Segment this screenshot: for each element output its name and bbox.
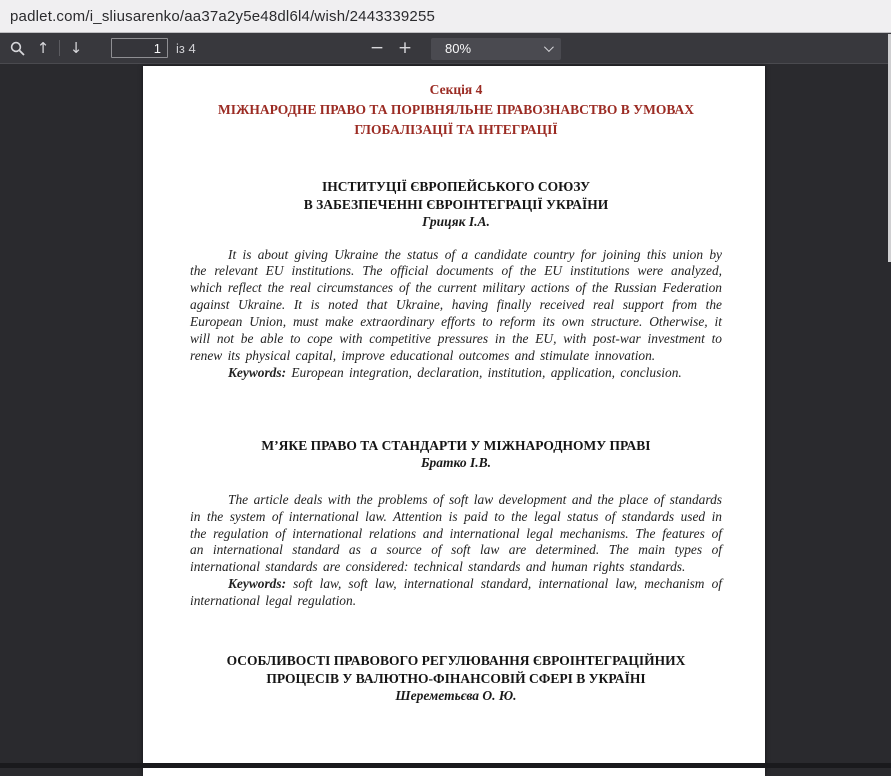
zoom-controls [363, 33, 561, 64]
article-2-heading [190, 437, 722, 472]
page-number-input[interactable] [111, 38, 168, 58]
zoom-out-button[interactable] [363, 36, 391, 62]
pdf-page [143, 66, 765, 776]
arrow-down-icon: ↓ [70, 41, 83, 56]
article-3-author: Шереметьєва О. Ю. [190, 687, 722, 705]
page-count-label: із 4 [176, 41, 196, 56]
browser-url-bar[interactable] [0, 0, 891, 33]
article-1-title-line1: ІНСТИТУЦІЇ ЄВРОПЕЙСЬКОГО СОЮЗУ [190, 178, 722, 196]
bottom-edge-strip [0, 763, 891, 768]
article-2-author: Братко І.В. [190, 454, 722, 472]
magnifier-glyph [10, 41, 25, 56]
article-2-keywords [190, 576, 722, 610]
search-icon[interactable] [4, 35, 30, 61]
section-header [190, 80, 722, 140]
article-1-title-line2: В ЗАБЕЗПЕЧЕННІ ЄВРОІНТЕГРАЦІЇ УКРАЇНИ [190, 196, 722, 214]
section-title-line2: ГЛОБАЛІЗАЦІЇ ТА ІНТЕГРАЦІЇ [190, 120, 722, 140]
article-1-author: Грицяк І.А. [190, 213, 722, 231]
keywords-label: Keywords: [228, 365, 286, 380]
previous-page-button[interactable] [30, 35, 56, 61]
zoom-level-select[interactable] [431, 38, 561, 60]
zoom-level-value: 80% [445, 41, 471, 56]
article-3-title-line2: ПРОЦЕСІВ У ВАЛЮТНО-ФІНАНСОВІЙ СФЕРІ В УКРАЇНІ [190, 670, 722, 688]
pdf-viewer-area [0, 65, 891, 768]
minus-icon: − [370, 40, 384, 57]
keywords-text: European integration, declaration, institution, application, conclusion. [286, 365, 682, 380]
pdf-toolbar [0, 33, 891, 64]
plus-icon: + [398, 40, 412, 57]
toolbar-separator [59, 40, 60, 56]
chevron-down-icon [544, 42, 554, 52]
keywords-text: soft law, soft law, international standard, international law, mechanism of international legal regulation. [190, 576, 722, 608]
article-3-heading [190, 652, 722, 705]
section-label: Секція 4 [190, 80, 722, 100]
zoom-in-button[interactable] [391, 36, 419, 62]
article-2-title-line1: М’ЯКЕ ПРАВО ТА СТАНДАРТИ У МІЖНАРОДНОМУ ПРАВІ [190, 437, 722, 455]
article-2-abstract: The article deals with the problems of soft law development and the place of standards in the system of international law. Attention is paid to the legal status of standards used in the regulation of international relations and international legal mechanisms. The features of an international standard as a source of soft law are determined. The main types of international standards are considered: technical standards and human rights standards. [190, 492, 722, 577]
article-1-abstract: It is about giving Ukraine the status of a candidate country for joining this union by the relevant EU institutions. The official documents of the EU institutions were analyzed, which reflect the real circumstances of the current military actions of the Russian Federation against Ukraine. It is noted that Ukraine, having finally received real support from the European Union, must make extraordinary efforts to reform its own structure. Otherwise, it will not be able to cope with competitive pressures in the EU, with post-war investment to renew its physical capital, improve educational outcomes and stimulate innovation. [190, 247, 722, 365]
article-3-title-line1: ОСОБЛИВОСТІ ПРАВОВОГО РЕГУЛЮВАННЯ ЄВРОІНТЕГРАЦІЙНИХ [190, 652, 722, 670]
article-1-keywords [190, 365, 722, 382]
section-title-line1: МІЖНАРОДНЕ ПРАВО ТА ПОРІВНЯЛЬНЕ ПРАВОЗНАВСТВО В УМОВАХ [190, 100, 722, 120]
arrow-up-icon: ↑ [37, 41, 50, 56]
article-1-heading [190, 178, 722, 231]
next-page-button[interactable] [63, 35, 89, 61]
url-text: padlet.com/i_sliusarenko/aa37a2y5e48dl6l4/wish/2443339255 [10, 8, 435, 25]
keywords-label: Keywords: [228, 576, 286, 591]
